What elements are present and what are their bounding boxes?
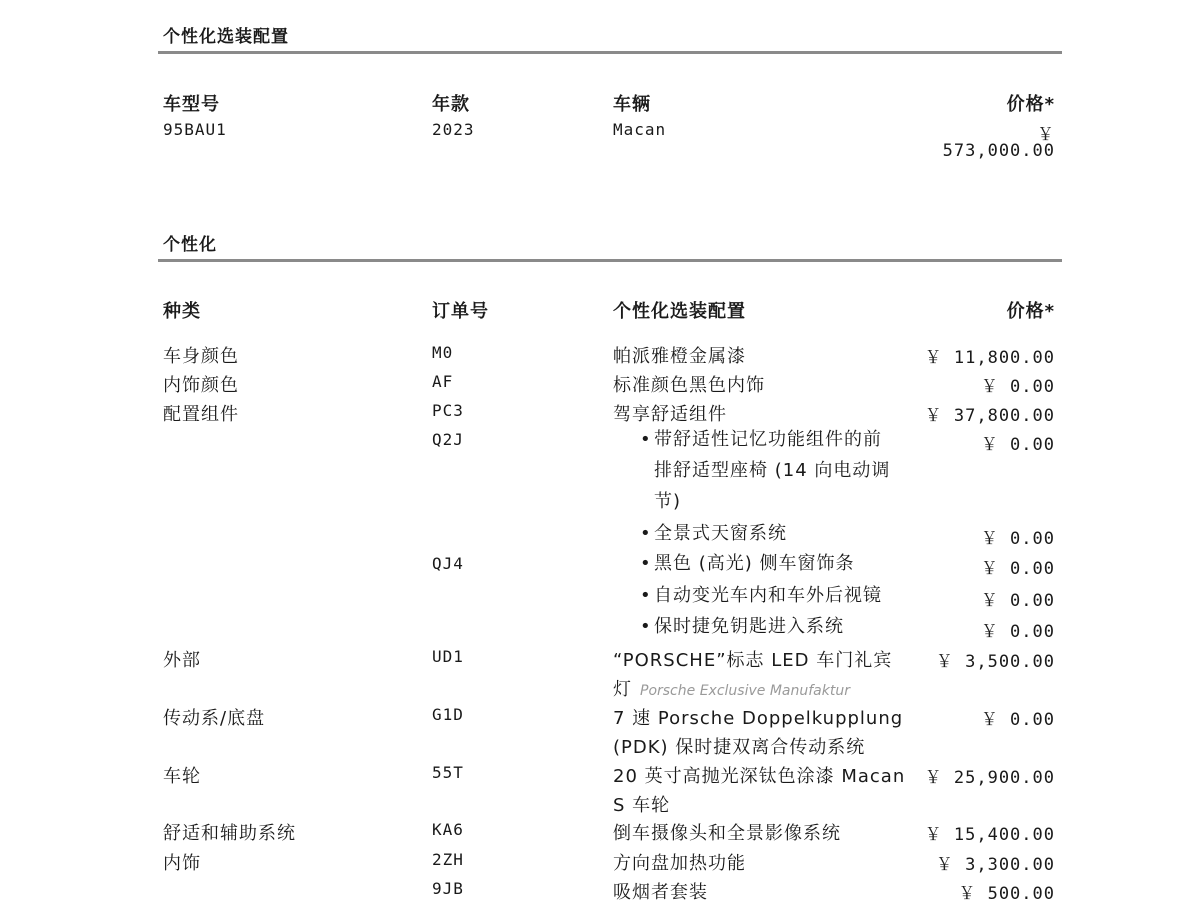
bullet-icon: • [640, 616, 652, 637]
row-option-line: 排舒适型座椅 (14 向电动调 [654, 460, 891, 481]
row-price: ￥ 0.00 [980, 622, 1055, 642]
row-option-line: 20 英寸高抛光深钛色涂漆 Macan [613, 766, 906, 787]
row-option-line: (PDK) 保时捷双离合传动系统 [613, 737, 866, 758]
row-code: 2ZH [432, 850, 464, 869]
exclusive-note: Porsche Exclusive Manufaktur [640, 683, 850, 699]
header-option: 个性化选装配置 [613, 301, 746, 322]
row-option-line: 黑色 (高光) 侧车窗饰条 [654, 553, 855, 574]
row-option-bullet [640, 518, 920, 549]
row-option: 倒车摄像头和全景影像系统 [613, 823, 841, 844]
row-code: 9JB [432, 879, 464, 898]
row-price: ￥ 3,300.00 [935, 855, 1055, 875]
section-title-personalized-config: 个性化选装配置 [163, 27, 289, 47]
section-divider [158, 51, 1062, 54]
row-option: 吸烟者套装 [613, 882, 708, 903]
row-option: 帕派雅橙金属漆 [613, 346, 746, 367]
row-option-line: 全景式天窗系统 [654, 523, 787, 544]
header-price: 价格* [1006, 94, 1055, 115]
row-price: ￥ 0.00 [980, 435, 1055, 455]
row-option-bullet [640, 424, 920, 517]
row-option-line: “PORSCHE”标志 LED 车门礼宾 [613, 650, 893, 671]
row-option-bullet [640, 580, 920, 611]
bullet-icon: • [640, 553, 652, 574]
row-code: PC3 [432, 401, 464, 420]
row-option-line: 节) [654, 491, 682, 512]
row-option-line-with-note [613, 675, 850, 701]
row-code: KA6 [432, 820, 464, 839]
row-category: 外部 [163, 650, 201, 671]
bullet-icon: • [640, 429, 652, 450]
header-price: 价格* [1006, 301, 1055, 322]
row-category: 车身颜色 [163, 346, 239, 367]
row-category: 车轮 [163, 766, 201, 787]
row-price: ￥ 11,800.00 [924, 348, 1055, 368]
row-code: Q2J [432, 430, 464, 449]
row-code: QJ4 [432, 554, 464, 573]
row-code: M0 [432, 343, 454, 362]
section-title-personalization: 个性化 [163, 235, 217, 255]
section-divider [158, 259, 1062, 262]
row-price: ￥ 37,800.00 [924, 406, 1055, 426]
row-price: ￥ 0.00 [980, 591, 1055, 611]
base-price-value: 573,000.00 [942, 141, 1055, 161]
row-code: 55T [432, 763, 464, 782]
header-vehicle: 车辆 [613, 94, 651, 115]
header-order-number: 订单号 [432, 301, 489, 322]
row-option: 方向盘加热功能 [613, 853, 746, 874]
row-price: ￥ 0.00 [980, 377, 1055, 397]
row-category: 传动系/底盘 [163, 708, 266, 729]
base-price-currency: ￥ [1037, 125, 1055, 145]
row-price: ￥ 15,400.00 [924, 825, 1055, 845]
bullet-icon: • [640, 585, 652, 606]
row-option-bullet [640, 548, 920, 579]
vehicle-value: Macan [613, 120, 667, 139]
row-category: 内饰颜色 [163, 375, 239, 396]
row-option-line: 灯 [613, 679, 632, 700]
row-category: 内饰 [163, 853, 201, 874]
row-category: 配置组件 [163, 404, 239, 425]
row-option-bullet [640, 611, 920, 642]
row-option: 标准颜色黑色内饰 [613, 375, 765, 396]
year-value: 2023 [432, 120, 475, 139]
row-price: ￥ 500.00 [958, 884, 1055, 904]
row-price: ￥ 25,900.00 [924, 768, 1055, 788]
row-price: ￥ 0.00 [980, 559, 1055, 579]
row-option-line: 7 速 Porsche Doppelkupplung [613, 708, 904, 729]
row-price: ￥ 0.00 [980, 529, 1055, 549]
row-price: ￥ 0.00 [980, 710, 1055, 730]
row-option-line: 自动变光车内和车外后视镜 [654, 585, 882, 606]
model-code-value: 95BAU1 [163, 120, 227, 139]
row-option-line: 带舒适性记忆功能组件的前 [654, 429, 882, 450]
row-code: AF [432, 372, 454, 391]
bullet-icon: • [640, 523, 652, 544]
row-code: UD1 [432, 647, 464, 666]
row-option: 驾享舒适组件 [613, 404, 727, 425]
header-year: 年款 [432, 94, 470, 115]
header-model-code: 车型号 [163, 94, 220, 115]
row-price: ￥ 3,500.00 [935, 652, 1055, 672]
row-category: 舒适和辅助系统 [163, 823, 296, 844]
row-code: G1D [432, 705, 464, 724]
row-option-line: S 车轮 [613, 795, 671, 816]
header-category: 种类 [163, 301, 201, 322]
row-option-line: 保时捷免钥匙进入系统 [654, 616, 844, 637]
